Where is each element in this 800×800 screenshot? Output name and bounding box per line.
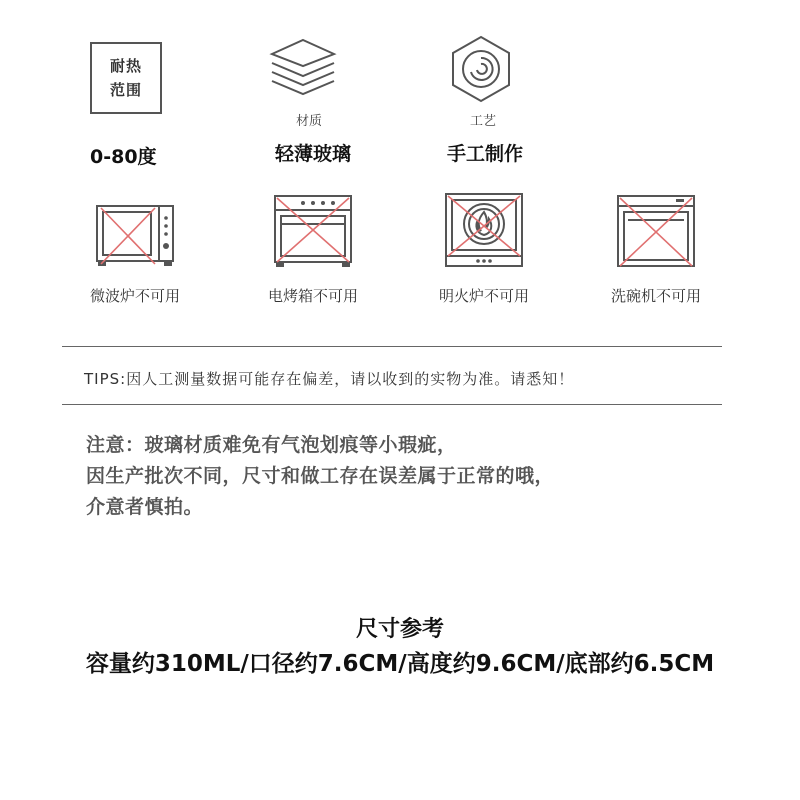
divider-bottom	[62, 404, 722, 405]
appliance-label-microwave: 微波炉不可用	[89, 287, 180, 305]
heat-resistance-box	[90, 42, 162, 114]
dishwasher-crossed-icon	[616, 190, 696, 270]
oven-crossed-icon	[273, 190, 353, 270]
tips-text: TIPS:因人工测量数据可能存在偏差，请以收到的实物为准。请悉知！	[84, 370, 575, 388]
open-flame-stove-crossed-icon	[444, 190, 524, 270]
layers-icon	[268, 36, 338, 96]
material-label: 材质	[296, 114, 323, 129]
notice-line-1: 注意：玻璃材质难免有气泡划痕等小瑕疵，	[86, 434, 457, 456]
craft-label: 工艺	[470, 114, 497, 129]
heat-range-value: 0-80度	[90, 146, 157, 168]
size-reference-text: 容量约310ML/口径约7.6CM/高度约9.6CM/底部约6.5CM	[85, 651, 715, 677]
size-reference-title: 尺寸参考	[355, 617, 444, 642]
spiral-hexagon-icon	[446, 34, 516, 104]
divider-top	[62, 346, 722, 347]
appliance-label-oven: 电烤箱不可用	[267, 287, 358, 305]
appliance-label-dishwasher: 洗碗机不可用	[610, 287, 701, 305]
notice-line-3: 介意者慎拍。	[86, 496, 204, 518]
craft-value: 手工制作	[447, 143, 524, 165]
microwave-crossed-icon	[95, 190, 175, 270]
appliance-label-open-flame: 明火炉不可用	[438, 287, 529, 305]
notice-line-2: 因生产批次不同，尺寸和做工存在误差属于正常的哦，	[86, 465, 555, 487]
heat-resistance-label: 耐热范围	[109, 57, 142, 99]
material-value: 轻薄玻璃	[275, 143, 352, 165]
